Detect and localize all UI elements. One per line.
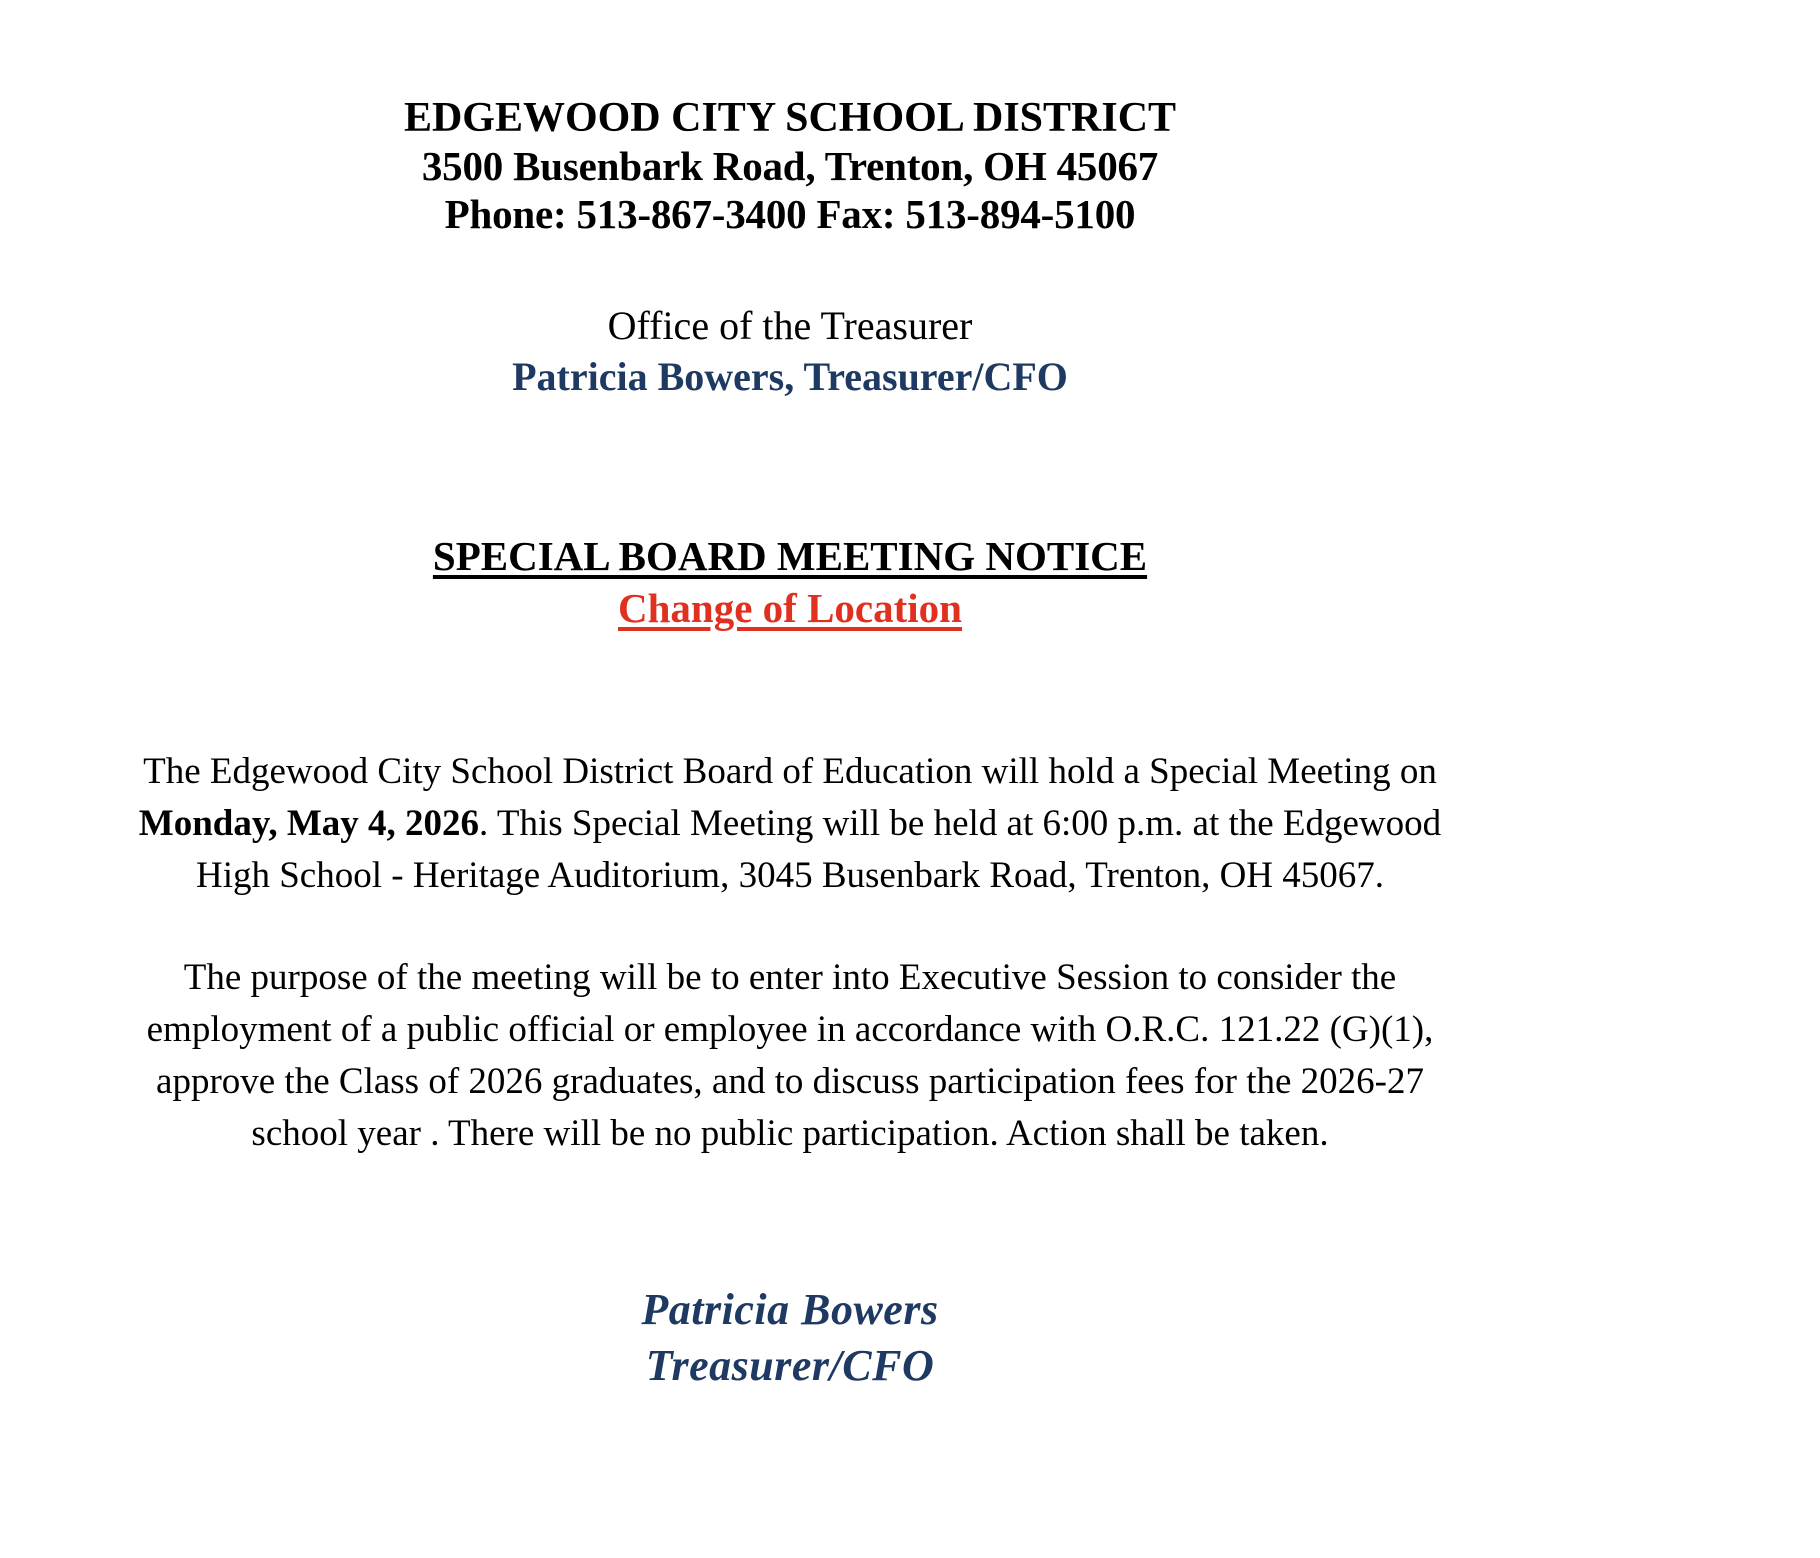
signature-block	[0, 1282, 1580, 1394]
signature-title: Treasurer/CFO	[645, 1341, 935, 1390]
notice-title: SPECIAL BOARD MEETING NOTICE	[432, 533, 1148, 579]
district-name: EDGEWOOD CITY SCHOOL DISTRICT	[403, 95, 1177, 141]
treasurer-name: Patricia Bowers, Treasurer/CFO	[512, 354, 1068, 399]
paragraph-meeting-details	[130, 746, 1450, 902]
paragraph-1-text-after: . This Special Meeting will be held at 6:00 p.m. at the Edgewood High School - Heritage Auditorium, 3045 Busenbark Road, Trenton, OH 45067.	[195, 803, 1442, 896]
meeting-date: Monday, May 4, 2026	[138, 803, 480, 844]
district-address: 3500 Busenbark Road, Trenton, OH 45067	[421, 143, 1159, 189]
notice-subtitle: Change of Location	[618, 585, 962, 631]
paragraph-meeting-purpose: The purpose of the meeting will be to enter into Executive Session to consider the employment of a public official or employee in accordance with O.R.C. 121.22 (G)(1), approve the Class of 2026 graduates, and to discuss participation fees for the 2026-27 school year . There will be no public participation. Action shall be taken.	[146, 957, 1434, 1154]
office-label: Office of the Treasurer	[607, 303, 973, 348]
office-block	[0, 300, 1580, 402]
district-contact: Phone: 513-867-3400 Fax: 513-894-5100	[444, 191, 1136, 237]
paragraph-1-text-before: The Edgewood City School District Board of Education will hold a Special Meeting on	[143, 751, 1437, 792]
notice-heading-block	[0, 530, 1580, 634]
letterhead	[0, 94, 1580, 238]
signature-name: Patricia Bowers	[641, 1285, 939, 1334]
notice-body	[0, 746, 1580, 1160]
